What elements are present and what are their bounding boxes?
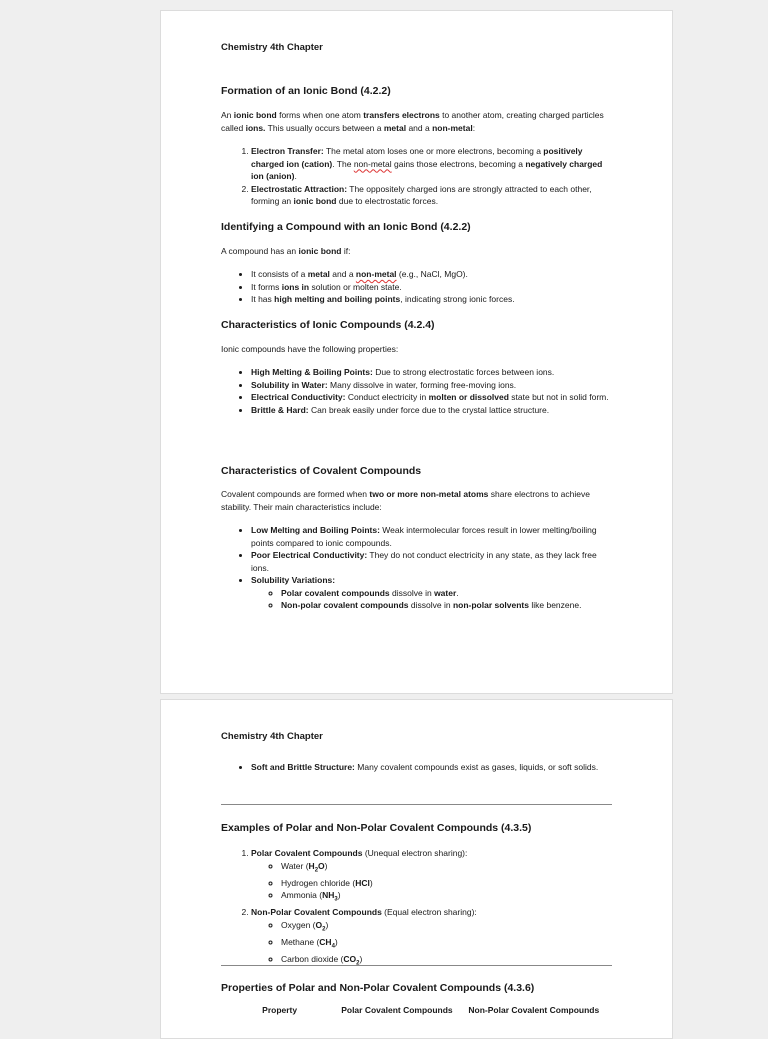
section-title: Identifying a Compound with an Ionic Bond (4.2.2)	[221, 221, 471, 233]
list-item: • Solubility Variations: ◦ Polar covalent compounds dissolve in water. ◦ Non-polar covalent compounds dissolve in non-polar solvents like benzene.	[251, 574, 612, 612]
section-title: Examples of Polar and Non-Polar Covalent Compounds (4.3.5)	[221, 822, 532, 834]
bullet-list	[221, 268, 612, 306]
section-title: Properties of Polar and Non-Polar Covalent Compounds (4.3.6)	[221, 982, 535, 994]
page-header: Chemistry 4th Chapter	[221, 42, 323, 53]
list-item: • Poor Electrical Conductivity: They do not conduct electricity in any state, as they lack free ions.	[251, 549, 612, 574]
list-item: • It consists of a metal and a non-metal (e.g., NaCl, MgO).	[251, 268, 612, 281]
list-item: 2. Electrostatic Attraction: The oppositely charged ions are strongly attracted to each other, forming an ionic bond due to electrostatic forces.	[251, 183, 612, 208]
list-item: • It has high melting and boiling points, indicating strong ionic forces.	[251, 293, 612, 306]
sub-list	[251, 587, 612, 612]
section-intro: Covalent compounds are formed when two or more non-metal atoms share electrons to achieve stability. Their main characteristics include:	[221, 489, 590, 512]
list-item: 2. Non-Polar Covalent Compounds (Equal electron sharing): ◦ Oxygen $(O_2)$ ◦ Methane $(CH_4)$ ◦ Carbon dioxide $(CO_2)$	[251, 906, 612, 970]
horizontal-rule	[221, 965, 612, 966]
section-intro: Ionic compounds have the following properties:	[221, 344, 399, 354]
list-item: ◦ Oxygen $(O_2)$	[281, 919, 612, 936]
list-item: 1. Electron Transfer: The metal atom loses one or more electrons, becoming a positively charged ion (cation). The non-metal gains those electrons, becoming a negatively charged ion (anion).	[251, 145, 612, 183]
list-item: ◦ Non-polar covalent compounds dissolve in non-polar solvents like benzene.	[281, 599, 612, 612]
section-title: Characteristics of Covalent Compounds	[221, 465, 422, 477]
numbered-list	[221, 145, 612, 208]
bullet-list	[221, 761, 612, 774]
sub-list	[251, 860, 612, 907]
list-item: ◦ Carbon dioxide $(CO_2)$	[281, 953, 612, 970]
numbered-list	[221, 847, 612, 970]
properties-table	[221, 1005, 612, 1016]
sub-list	[251, 919, 612, 971]
document-page-2	[160, 699, 673, 1039]
document-page-1	[160, 10, 673, 694]
bullet-list	[221, 524, 612, 612]
list-item: • Brittle & Hard: Can break easily under force due to the crystal lattice structure.	[251, 404, 612, 417]
list-item: ◦ Methane $(CH_4)$	[281, 936, 612, 953]
list-item: • Soft and Brittle Structure: Many covalent compounds exist as gases, liquids, or soft solids.	[251, 761, 612, 774]
table-header-cell: Non-Polar Covalent Compounds	[468, 1005, 600, 1015]
list-item: ◦ Hydrogen chloride (HCl)	[281, 877, 612, 890]
list-item: • It forms ions in solution or molten state.	[251, 281, 612, 294]
list-item: ◦ Ammonia $(NH_3)$	[281, 889, 612, 906]
section-title: Characteristics of Ionic Compounds (4.2.4)	[221, 319, 435, 331]
table-header-cell: Polar Covalent Compounds	[341, 1005, 453, 1015]
page-header: Chemistry 4th Chapter	[221, 731, 323, 742]
bullet-list	[221, 366, 612, 416]
list-item: • Solubility in Water: Many dissolve in water, forming free-moving ions.	[251, 379, 612, 392]
list-item: ◦ Water $(H_2O)$	[281, 860, 612, 877]
list-item: 1. Polar Covalent Compounds (Unequal electron sharing): ◦ Water $(H_2O)$ ◦ Hydrogen chloride (HCl) ◦ Ammonia $(NH_3)$	[251, 847, 612, 906]
table-header-row	[221, 1005, 612, 1016]
section-title: Formation of an Ionic Bond (4.2.2)	[221, 85, 391, 97]
horizontal-rule	[221, 804, 612, 805]
list-item: • Low Melting and Boiling Points: Weak intermolecular forces result in lower melting/boiling points compared to ionic compounds.	[251, 524, 612, 549]
table-header-cell: Property	[262, 1005, 298, 1015]
section-intro: An ionic bond forms when one atom transfers electrons to another atom, creating charged particles called ions. This usually occurs between a metal and a non-metal:	[221, 110, 604, 133]
section-intro: A compound has an ionic bond if:	[221, 246, 351, 256]
list-item: • High Melting & Boiling Points: Due to strong electrostatic forces between ions.	[251, 366, 612, 379]
list-item: ◦ Polar covalent compounds dissolve in water.	[281, 587, 612, 600]
list-item: • Electrical Conductivity: Conduct electricity in molten or dissolved state but not in solid form.	[251, 391, 612, 404]
